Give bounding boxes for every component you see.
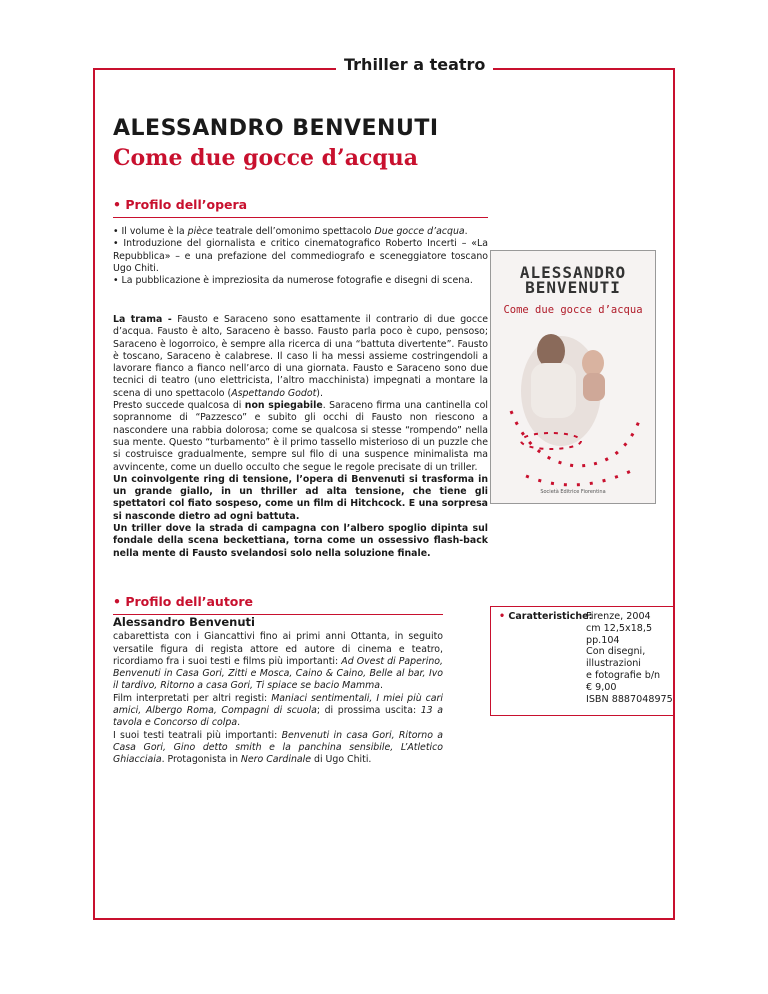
heading-underline [113,217,488,218]
book-cover [490,250,656,504]
autore-name: Alessandro Benvenuti [113,615,255,629]
specs-values: Firenze, 2004 cm 12,5x18,5 pp.104 Con disegni, illustrazioni e fotografie b/n € 9,00 ISBN 8887048975 [586,611,673,705]
specs-box [490,606,675,716]
author-name: ALESSANDRO BENVENUTI [113,116,439,141]
cover-author: ALESSANDRO BENVENUTI [519,263,627,297]
trama-text: La trama - Fausto e Saraceno sono esattamente il contrario di due gocce d’acqua. Fausto è alto, Saraceno è basso. Fausto parla poco è cupo, pensoso; Saraceno è logorroico, è sempre alla ricerca di una “battuta divertente”. Fausto è toscano, Saraceno è calabrese. Il caso li ha messi assieme costringendoli a lavorare fianco a fianco nell’arco di una giornata. Fausto e Saraceno sono due tecnici di teatro (uno elettricista, l’altro macchinista) impegnati a montare la scena di uno spettacolo (Aspettando Godot). Presto succede qualcosa di non spiegabile. Saraceno firma una cantinella col soprannome di “Pazzesco” e subito gli occhi di Fausto non riescono a nascondere una rabbia dolorosa; come se qualcosa si stesse “rompendo” nella sua mente. Questo “turbamento” è il primo tassello misterioso di un puzzle che si costruisce gradualmente, sempre sul filo di una suspence minimalista ma avvincente, come un duello occulto che segue le regole precisate di un triller. Un coinvolgente ring di tensione, l’opera di Benvenuti si trasforma in un grande giallo, in un thriller ad alta tensione, che tiene gli spettatori col fiato sospeso, come un film di Hitchcock. E una sorpresa si nasconde dietro ad ogni battuta. Un triller dove la strada di campagna con l’albero spoglio dipinta sul fondale della scena beckettiana, torna come un ossessivo flash-back nella mente di Fausto svelandosi solo nella soluzione finale. [113,314,489,559]
section-tag: Trhiller a teatro [336,55,493,74]
bullet-item: • La pubblicazione è impreziosita da numerose fotografie e disegni di scena. [113,275,473,287]
cover-title: Come due gocce d’acqua [503,304,643,316]
bullet-item: • Introduzione del giornalista e critico cinematografico Roberto Incerti – «La Repubblica» – e una prefazione del commediografo e sceneggiatore toscano Ugo Chiti. [113,238,488,274]
opera-bullets [113,226,488,287]
cover-publisher: Società Editrice Fiorentina [540,489,606,495]
profilo-autore-heading: • Profilo dell’autore [113,594,443,609]
specs-label: • Caratteristiche: [499,611,593,622]
profilo-opera-heading: • Profilo dell’opera [113,197,488,212]
autore-text: Alessandro Benvenuti cabarettista con i Giancattivi fino ai primi anni Ottanta, in seguito versatile figura di regista attore ed autore di cinema e teatro, ricordiamo fra i suoi testi e films più importanti: Ad Ovest di Paperino, Benvenuti in Casa Gori, Zitti e Mosca, Caino & Caino, Belle al bar, Ivo il tardivo, Ritorno a casa Gori, Ti spiace se bacio Mamma. Film interpretati per altri registi: Maniaci sentimentali, I miei più cari amici, Albergo Roma, Compagni di scuola; di prossima uscita: 13 a tavola e Concorso di colpa. I suoi testi teatrali più importanti: Benvenuti in casa Gori, Ritorno a Casa Gori, Gino detto smith e la panchina sensibile, L’Atletico Ghiacciaia. Protagonista in Nero Cardinale di Ugo Chiti. [113,615,444,766]
bullet-item: • Il volume è la pièce teatrale dell’omonimo spettacolo Due gocce d’acqua. [113,226,468,237]
book-title: Come due gocce d’acqua [113,145,418,171]
